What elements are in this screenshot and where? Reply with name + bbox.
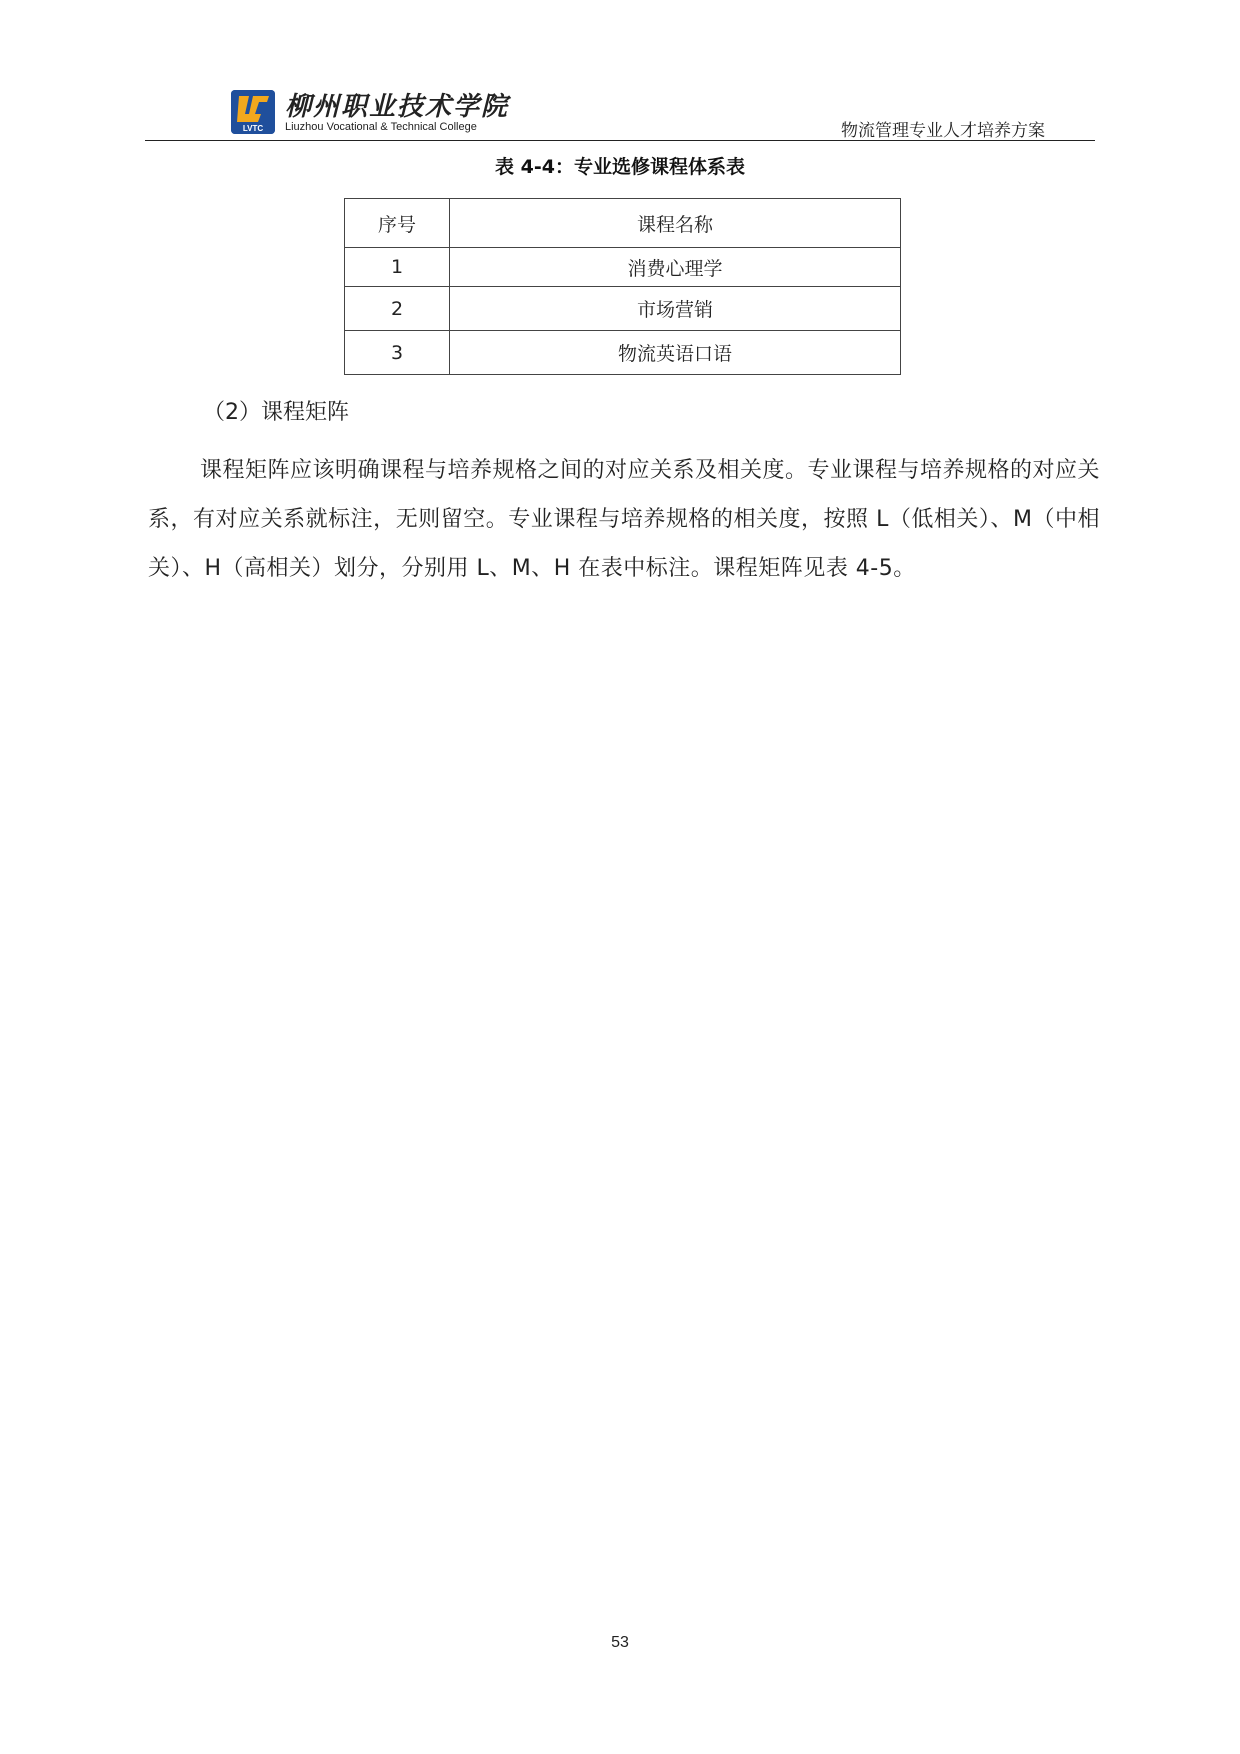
course-name: 消费心理学 <box>450 248 901 287</box>
course-name: 市场营销 <box>450 287 901 331</box>
row-index: 1 <box>345 248 450 287</box>
elective-course-table <box>344 198 901 375</box>
column-header-index: 序号 <box>345 199 450 248</box>
document-title: 物流管理专业人才培养方案 <box>841 121 1045 141</box>
table-row <box>345 331 901 375</box>
page-header <box>145 84 1095 142</box>
body-paragraph: 课程矩阵应该明确课程与培养规格之间的对应关系及相关度。专业课程与培养规格的对应关系，有对应关系就标注，无则留空。专业课程与培养规格的相关度，按照 L（低相关）、M（中相关）、H（高相关）划分，分别用 L、M、H 在表中标注。课程矩阵见表 4-5。 <box>148 458 1101 581</box>
row-index: 2 <box>345 287 450 331</box>
table-row <box>345 248 901 287</box>
school-logo-icon <box>231 90 275 134</box>
row-index: 3 <box>345 331 450 375</box>
column-header-course-name: 课程名称 <box>450 199 901 248</box>
course-name: 物流英语口语 <box>450 331 901 375</box>
school-name-cn: 柳州职业技术学院 <box>285 92 510 122</box>
logo-text: LVTC <box>242 124 264 133</box>
header-divider <box>145 140 1095 141</box>
school-name-en: Liuzhou Vocational & Technical College <box>285 121 477 133</box>
section-heading: （2）课程矩阵 <box>203 400 349 425</box>
table-caption: 表 4-4：专业选修课程体系表 <box>495 156 745 178</box>
page-number: 53 <box>611 1634 629 1651</box>
table-header-row <box>345 199 901 248</box>
table-row <box>345 287 901 331</box>
